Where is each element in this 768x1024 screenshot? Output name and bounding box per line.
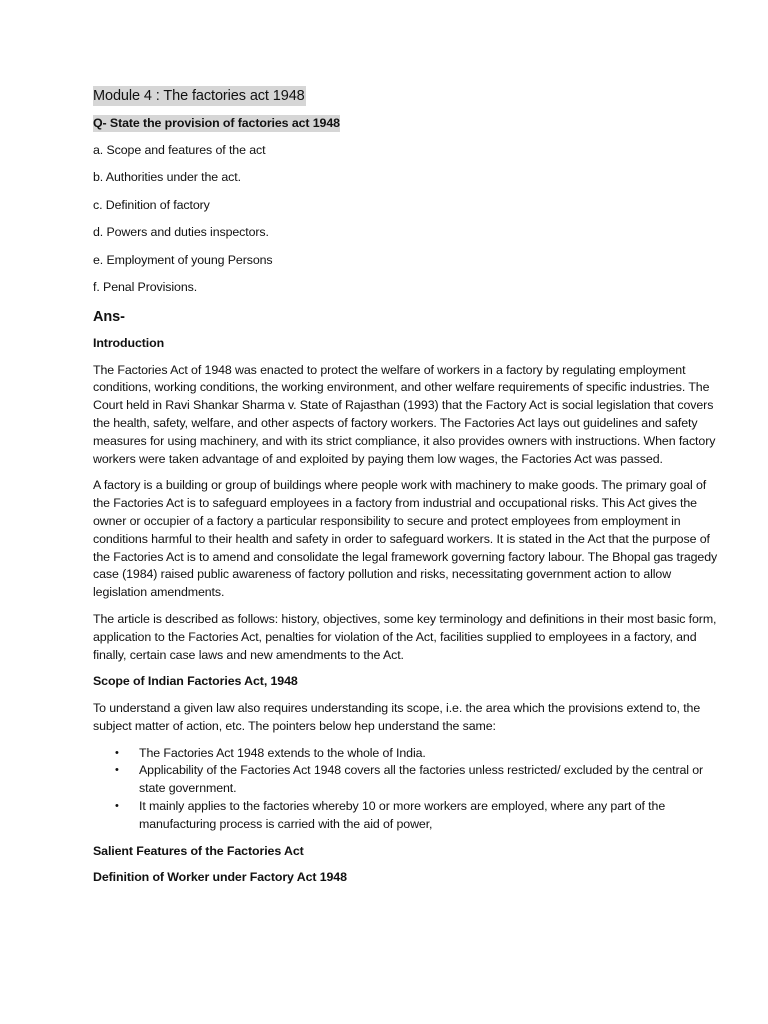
- introduction-paragraph: The Factories Act of 1948 was enacted to protect the welfare of workers in a factory by regulating employment conditions, working conditions, the working environment, and other welfare requirements of specific industries. The Court held in Ravi Shankar Sharma v. State of Rajasthan (1993) that the Factory Act is social legislation that covers the health, safety, welfare, and other aspects of factory workers. The Factories Act lays out guidelines and safety measures for using machinery, and with its strict compliance, it also provides owners with instructions. When factory workers were taken advantage of and exploited by paying them low wages, the Factories Act was passed.: [93, 362, 716, 466]
- question-text: Q- State the provision of factories act 1948: [93, 116, 340, 130]
- provision-item: b. Authorities under the act.: [93, 170, 241, 185]
- introduction-heading: Introduction: [93, 335, 165, 350]
- provision-item: c. Definition of factory: [93, 197, 210, 212]
- bullet-icon: •: [115, 746, 119, 759]
- provision-item: f. Penal Provisions.: [93, 279, 198, 294]
- bullet-icon: •: [115, 800, 119, 813]
- list-item: [93, 798, 719, 834]
- scope-paragraph: To understand a given law also requires understanding its scope, i.e. the area which the provisions extend to, the subject matter of action, etc. The pointers below hep understand the same:: [93, 701, 701, 733]
- provision-item: e. Employment of young Persons: [93, 252, 273, 267]
- bullet-text: The Factories Act 1948 extends to the whole of India.: [139, 745, 426, 760]
- bullet-text: It mainly applies to the factories whereby 10 or more workers are employed, where any part of the manufacturing process is carried with the aid of power,: [139, 799, 666, 831]
- document-page: [93, 86, 719, 887]
- scope-heading: Scope of Indian Factories Act, 1948: [93, 674, 298, 689]
- question-heading: [93, 115, 719, 132]
- bullet-text: Applicability of the Factories Act 1948 covers all the factories unless restricted/ excluded by the central or state government.: [139, 763, 704, 796]
- salient-features-heading: Salient Features of the Factories Act: [93, 843, 304, 858]
- worker-definition-heading: Definition of Worker under Factory Act 1948: [93, 870, 347, 885]
- module-title: [93, 86, 719, 106]
- list-item: [93, 762, 719, 798]
- scope-bullet-list: [93, 745, 719, 834]
- provision-item: a. Scope and features of the act: [93, 143, 266, 157]
- answer-label: Ans-: [93, 308, 125, 325]
- module-title-text: Module 4 : The factories act 1948: [93, 88, 305, 104]
- provisions-list: [93, 142, 719, 297]
- bullet-icon: •: [115, 764, 119, 777]
- provision-item: d. Powers and duties inspectors.: [93, 225, 269, 240]
- introduction-paragraph: The article is described as follows: history, objectives, some key terminology and definitions in their most basic form, application to the Factories Act, penalties for violation of the Act, facilities supplied to employees in a factory, and finally, certain case laws and new amendments to the Act.: [93, 611, 717, 662]
- introduction-paragraph: A factory is a building or group of buildings where people work with machinery to make goods. The primary goal of the Factories Act is to safeguard employees in a factory from industrial and occupational risks. This Act gives the owner or occupier of a factory a particular responsibility to secure and protect employees from employment in conditions harmful to their health and safety in order to safeguard workers. It is stated in the Act that the purpose of the Factories Act is to amend and consolidate the legal framework governing factory labour. The Bhopal gas tragedy case (1984) raised public awareness of factory pollution and risks, necessitating government action to allow legislation amendments.: [93, 478, 718, 600]
- list-item: [93, 745, 719, 763]
